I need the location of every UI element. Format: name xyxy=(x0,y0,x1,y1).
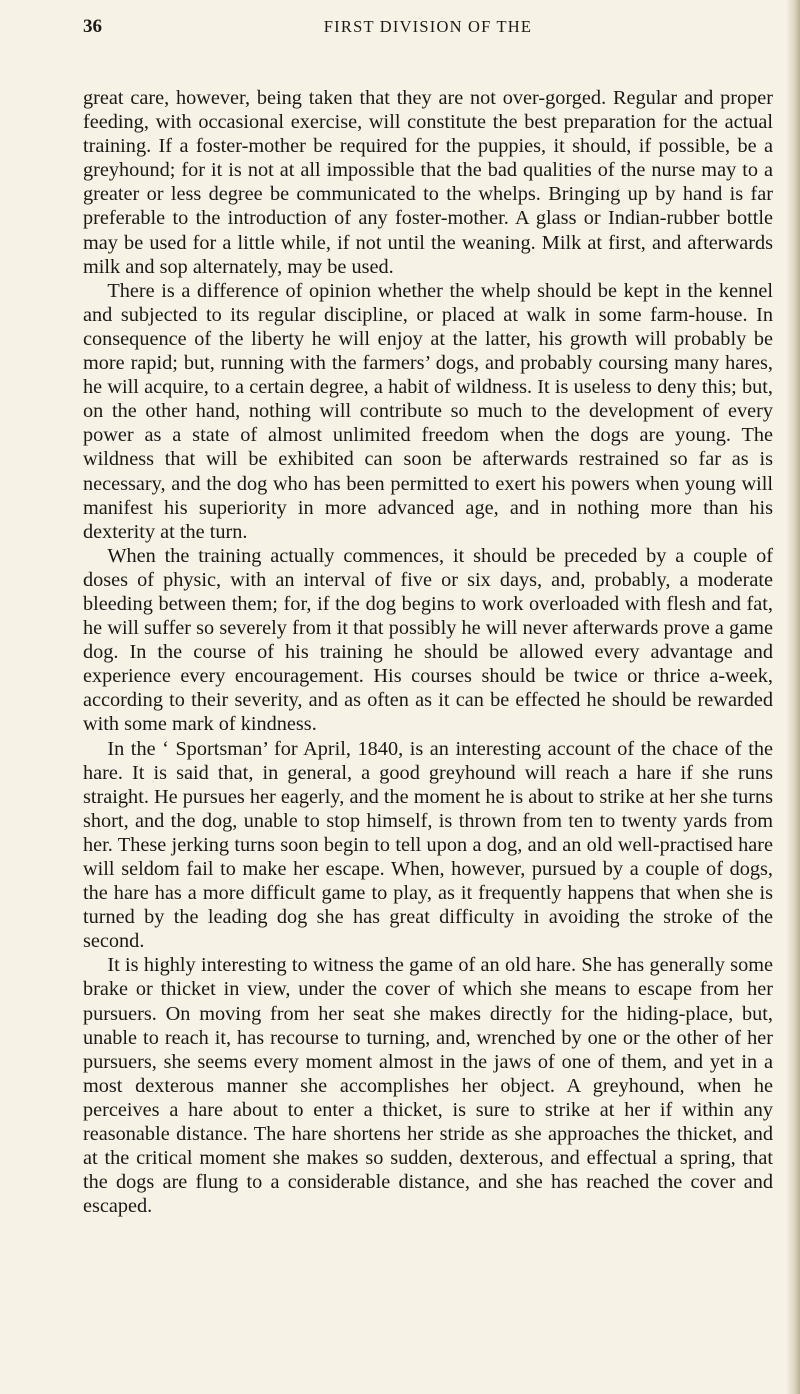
body-text xyxy=(83,86,773,1218)
page-number: 36 xyxy=(83,16,102,37)
paragraph-3: When the training actually commences, it should be preceded by a couple of doses of physic, with an interval of five or six days, and, probably, a moderate bleeding between them; for, if the dog begins to work overloaded with flesh and fat, he will suffer so severely from it that possibly he will never afterwards prove a game dog. In the course of his training he should be allowed every advantage and experience every encouragement. His courses should be twice or thrice a-week, according to their severity, and as often as it can be effected he should be rewarded with some mark of kindness. xyxy=(83,544,773,736)
running-head: FIRST DIVISION OF THE xyxy=(323,17,533,36)
paragraph-4: In the ‘ Sportsman’ for April, 1840, is an interesting account of the chace of the hare. It is said that, in general, a good greyhound will reach a hare if she runs straight. He pursues her eagerly, and the moment he is about to strike at her she turns short, and the dog, unable to stop himself, is thrown from ten to twenty yards from her. These jerking turns soon begin to tell upon a dog, and an old well-practised hare will seldom fail to make her escape. When, however, pursued by a couple of dogs, the hare has a more difficult game to play, as it frequently happens that when she is turned by the leading dog she has great difficulty in avoiding the stroke of the second. xyxy=(83,737,773,953)
paragraph-5: It is highly interesting to witness the game of an old hare. She has generally some brake or thicket in view, under the cover of which she means to escape from her pursuers. On moving from her seat she makes directly for the hiding-place, but, unable to reach it, has recourse to turning, and, wrenched by one or the other of her pursuers, she seems every moment almost in the jaws of one of them, and yet in a most dexterous manner she accomplishes her object. A greyhound, when he perceives a hare about to enter a thicket, is sure to strike at her if within any reasonable distance. The hare shortens her stride as she approaches the thicket, and at the critical moment she makes so sudden, dexterous, and effectual a spring, that the dogs are flung to a considerable distance, and she has reached the cover and escaped. xyxy=(83,954,773,1218)
page-edge-shadow xyxy=(786,0,800,1394)
paragraph-1: great care, however, being taken that they are not over-gorged. Regular and proper feeding, with occasional exercise, will constitute the best preparation for the actual training. If a foster-mother be required for the puppies, it should, if possible, be a greyhound; for it is not at all impossible that the bad qualities of the nurse may to a greater or less degree be communicated to the whelps. Bringing up by hand is far preferable to the introduction of any foster-mother. A glass or Indian-rubber bottle may be used for a little while, if not until the weaning. Milk at first, and afterwards milk and sop alternately, may be used. xyxy=(83,87,773,278)
page-header xyxy=(83,16,773,46)
paragraph-2: There is a difference of opinion whether the whelp should be kept in the kennel and subjected to its regular discipline, or placed at walk in some farm-house. In consequence of the liberty he will enjoy at the latter, his growth will probably be more rapid; but, running with the farmers’ dogs, and probably coursing many hares, he will acquire, to a certain degree, a habit of wildness. It is useless to deny this; but, on the other hand, nothing will contribute so much to the development of every power as a state of almost unlimited freedom when the dogs are young. The wildness that will be exhibited can soon be afterwards restrained so far as is necessary, and the dog who has been permitted to exert his powers when young will manifest his superiority in more advanced age, and in nothing more than his dexterity at the turn. xyxy=(83,279,773,543)
